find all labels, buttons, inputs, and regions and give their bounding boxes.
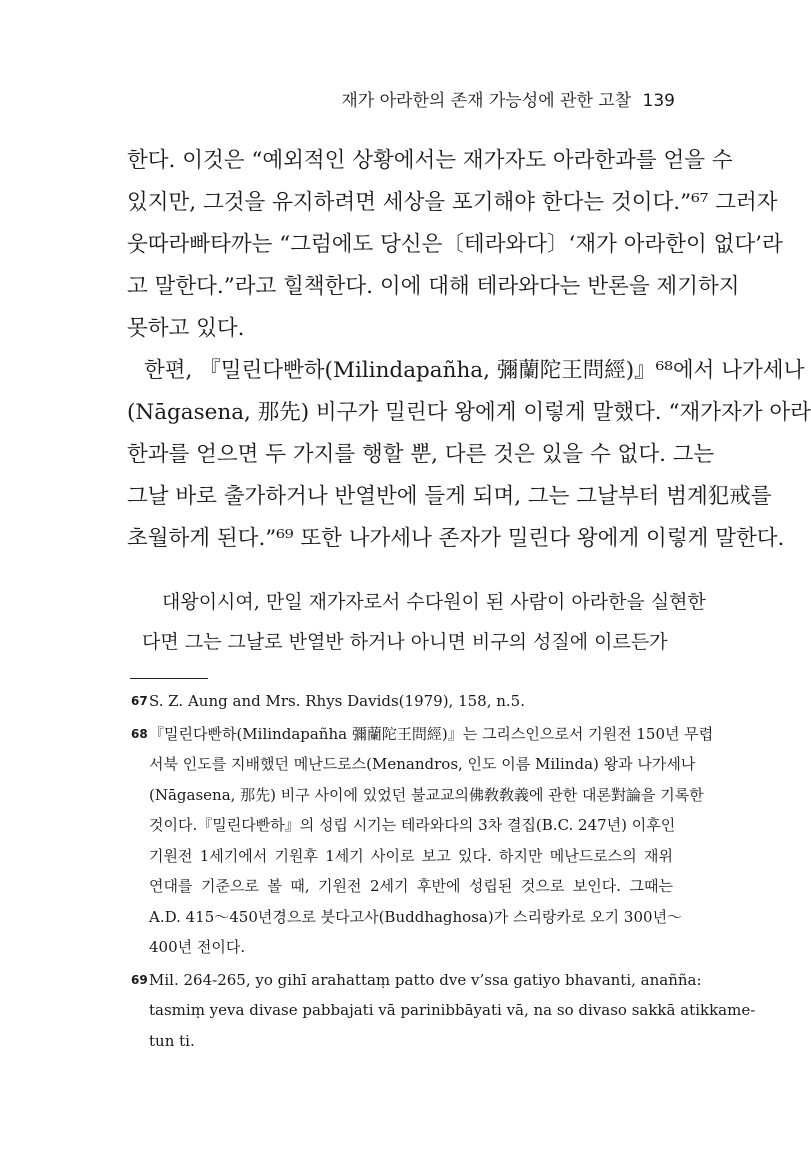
footnote-number: 67 bbox=[131, 694, 148, 708]
block-quote bbox=[142, 582, 706, 662]
footnote-68 bbox=[131, 719, 714, 963]
body-line: 한과를 얻으면 두 가지를 행할 뿐, 다른 것은 있을 수 없다. 그는 bbox=[127, 442, 715, 467]
footnote-67 bbox=[131, 686, 673, 717]
footnote-line: 연대를 기준으로 볼 때, 기원전 2세기 후반에 성립된 것으로 보인다. 그때는 bbox=[149, 877, 673, 895]
footnote-line: tasmiṃ yeva divase pabbajati vā parinibbāyati vā, na so divaso sakkā atikkame- bbox=[149, 1001, 756, 1019]
body-line: 한다. 이것은 “예외적인 상황에서는 재가자도 아라한과를 얻을 수 bbox=[127, 148, 733, 173]
footnote-line: S. Z. Aung and Mrs. Rhys Davids(1979), 158, n.5. bbox=[149, 692, 525, 710]
footnote-line: (Nāgasena, 那先) 비구 사이에 있었던 불교교의佛敎敎義에 관한 대론對論을 기록한 bbox=[149, 785, 704, 804]
header-title: 재가 아라한의 존재 가능성에 관한 고찰 bbox=[341, 91, 632, 111]
page-number: 139 bbox=[642, 91, 675, 111]
footnote-69 bbox=[131, 965, 756, 1057]
footnote-line: 400년 전이다. bbox=[149, 938, 246, 956]
footnote-line: 서북 인도를 지배했던 메난드로스(Menandros, 인도 이름 Milinda) 왕과 나가세나 bbox=[149, 755, 696, 773]
running-header bbox=[341, 86, 675, 111]
body-text bbox=[127, 140, 811, 560]
body-line: 그날 바로 출가하거나 반열반에 들게 되며, 그는 그날부터 범계犯戒를 bbox=[127, 484, 772, 509]
footnote-line: 『밀린다빤하(Milindapañha 彌蘭陀王問經)』는 그리스인으로서 기원전 150년 무렵 bbox=[149, 724, 714, 743]
body-line: 한편, 『밀린다빤하(Milindapañha, 彌蘭陀王問經)』⁶⁸에서 나가세나 bbox=[144, 358, 805, 383]
body-line: 고 말한다.”라고 힐책한다. 이에 대해 테라와다는 반론을 제기하지 bbox=[127, 274, 740, 299]
footnote-line: tun ti. bbox=[149, 1031, 195, 1050]
body-line: 초월하게 된다.”⁶⁹ 또한 나가세나 존자가 밀린다 왕에게 이렇게 말한다. bbox=[127, 526, 785, 551]
body-line: 웃따라빠타까는 “그럼에도 당신은〔테라와다〕‘재가 아라한이 없다’라 bbox=[127, 232, 783, 257]
body-line: 못하고 있다. bbox=[127, 316, 245, 341]
footnote-line: 것이다.『밀린다빤하』의 성립 시기는 테라와다의 3차 결집(B.C. 247년) 이후인 bbox=[149, 816, 676, 834]
footnote-divider bbox=[130, 678, 208, 679]
body-line: (Nāgasena, 那先) 비구가 밀린다 왕에게 이렇게 말했다. “재가자가 아라 bbox=[127, 400, 811, 425]
footnote-line: A.D. 415～450년경으로 붓다고사(Buddhaghosa)가 스리랑카로 오기 300년～ bbox=[149, 907, 683, 926]
footnote-number: 69 bbox=[131, 972, 148, 987]
footnote-line: Mil. 264-265, yo gihī arahattaṃ patto dve v’ssa gatiyo bhavanti, anañña: bbox=[149, 970, 702, 989]
footnote-number: 68 bbox=[131, 726, 148, 741]
quote-line: 대왕이시여, 만일 재가자로서 수다원이 된 사람이 아라한을 실현한 bbox=[162, 591, 706, 613]
quote-line: 다면 그는 그날로 반열반 하거나 아니면 비구의 성질에 이르든가 bbox=[142, 631, 668, 653]
footnotes bbox=[131, 686, 756, 1058]
footnote-line: 기원전 1세기에서 기원후 1세기 사이로 보고 있다. 하지만 메난드로스의 재위 bbox=[149, 846, 673, 865]
body-line: 있지만, 그것을 유지하려면 세상을 포기해야 한다는 것이다.”⁶⁷ 그러자 bbox=[127, 190, 778, 215]
